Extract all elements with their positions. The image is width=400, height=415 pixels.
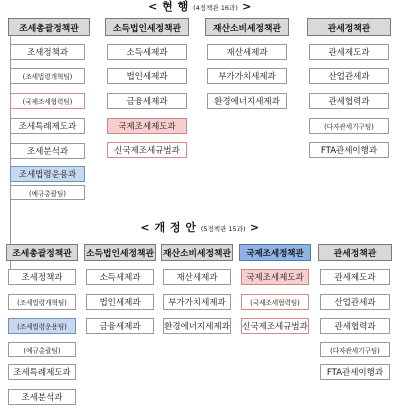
org-team: (다자관세기구팀) [320, 342, 390, 357]
org-unit: 관세협력과 [320, 318, 390, 334]
org-unit: 환경에너지세제과 [163, 318, 231, 334]
org-unit: 환경에너지세제과 [207, 93, 287, 109]
org-header-income-corporate-tax-policy: 소득법인세정책관 [105, 18, 189, 36]
org-unit: FTA관세이행과 [320, 364, 390, 380]
org-header-property-consumption-tax-policy: 재산소비세정책관 [205, 18, 289, 36]
org-team: (예규총괄팀) [8, 342, 76, 357]
org-unit: 재산세제과 [163, 269, 231, 285]
org-unit: 법인세제과 [86, 294, 154, 310]
org-unit-moved: 신국제조세규범과 [241, 318, 309, 334]
org-header-income-corporate-tax-policy: 소득법인세정책관 [84, 244, 156, 261]
org-team: (조세법령개혁팀) [8, 294, 76, 310]
current-heading-sub: (4정책관 16과) [193, 4, 238, 12]
org-unit: 조세특례제도과 [10, 118, 85, 134]
current-heading-title: < 현 행 [148, 0, 189, 13]
revised-heading [0, 221, 400, 236]
org-unit: 부가가치세제과 [163, 294, 231, 310]
org-header-customs-policy: 관세정책관 [307, 18, 391, 36]
org-unit: 조세특례제도과 [8, 364, 76, 380]
org-unit: 조세정책과 [10, 44, 85, 60]
org-unit: 조세분석과 [8, 389, 76, 405]
revised-heading-title: < 개 정 안 [140, 221, 197, 234]
org-unit: 관세제도과 [320, 269, 390, 285]
revised-heading-end: > [249, 221, 260, 234]
revised-heading-sub: (5정책관 15과) [200, 225, 246, 233]
org-unit: 관세협력과 [309, 93, 389, 109]
org-team: (조세법령개혁팀) [10, 68, 85, 84]
current-heading [0, 0, 400, 15]
org-unit: 조세분석과 [10, 143, 85, 159]
org-unit: 관세제도과 [309, 44, 389, 60]
org-unit-moved: 신국제조세규범과 [107, 142, 187, 158]
org-unit: 소득세제과 [107, 44, 187, 60]
org-team-moved: (국제조세협력팀) [10, 93, 85, 109]
org-team-moved: (국제조세협력팀) [241, 294, 309, 310]
org-unit: FTA관세이행과 [309, 142, 389, 158]
org-header-customs-policy: 관세정책관 [318, 244, 392, 261]
org-team: (다자관세기구팀) [309, 118, 389, 134]
org-unit: 재산세제과 [207, 44, 287, 60]
org-header-property-consumption-tax-policy: 재산소비세정책관 [161, 244, 233, 261]
org-unit: 조세정책과 [8, 269, 76, 285]
org-unit-moved: 국제조세제도과 [107, 118, 187, 134]
org-unit: 금융세제과 [107, 93, 187, 109]
org-unit-moved: 국제조세제도과 [241, 269, 309, 285]
org-team: (예규총괄팀) [10, 185, 85, 200]
org-header-international-tax-policy: 국제조세정책관 [239, 244, 311, 261]
org-team-changed: (조세법령운용팀) [8, 318, 76, 334]
org-unit: 금융세제과 [86, 318, 154, 334]
org-unit: 산업관세과 [320, 294, 390, 310]
org-unit: 법인세제과 [107, 68, 187, 84]
org-unit: 부가가치세제과 [207, 68, 287, 84]
org-unit: 산업관세과 [309, 68, 389, 84]
org-header-tax-general-policy: 조세총괄정책관 [8, 18, 90, 36]
org-unit-changed: 조세법령운용과 [10, 166, 85, 182]
org-header-tax-general-policy: 조세총괄정책관 [6, 244, 78, 261]
current-heading-end: > [242, 0, 252, 13]
org-unit: 소득세제과 [86, 269, 154, 285]
